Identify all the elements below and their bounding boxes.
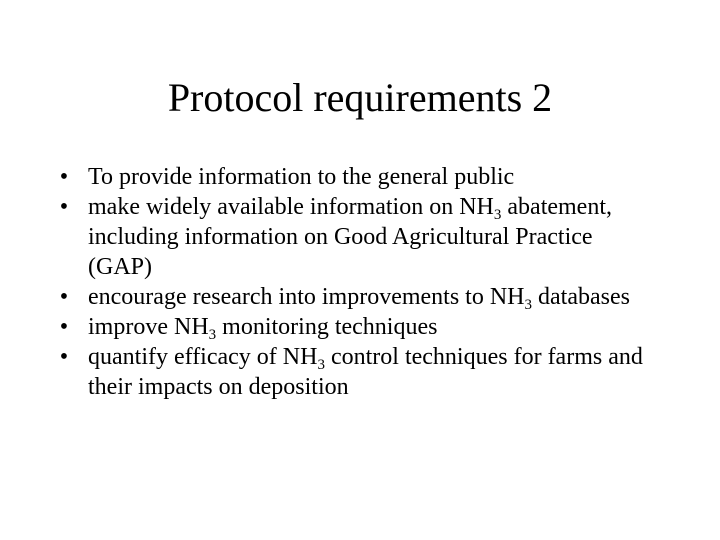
- slide-title: Protocol requirements 2: [167, 75, 553, 120]
- subscript: 3: [208, 327, 217, 343]
- bullet-item: [54, 342, 654, 402]
- bullet-item: [54, 162, 654, 192]
- bullet-text: abatement, including information on Good Agricultural Practice (GAP): [88, 194, 613, 280]
- bullet-icon: •: [59, 194, 69, 220]
- bullet-text: To provide information to the general public: [88, 164, 515, 190]
- bullet-icon: •: [59, 344, 69, 370]
- bullet-item: [54, 192, 654, 282]
- bullet-text: quantify efficacy of NH: [88, 344, 318, 370]
- bullet-text: make widely available information on NH: [88, 194, 494, 220]
- bullet-text: improve NH: [88, 314, 209, 340]
- bullet-text: control techniques for farms and their impacts on deposition: [88, 344, 643, 400]
- bullet-icon: •: [59, 164, 69, 190]
- bullet-item: [54, 282, 654, 312]
- subscript: 3: [493, 207, 502, 223]
- bullet-icon: •: [59, 314, 69, 340]
- bullet-item: [54, 312, 654, 342]
- bullet-list: [54, 162, 654, 402]
- bullet-icon: •: [59, 284, 69, 310]
- subscript: 3: [317, 357, 325, 373]
- subscript: 3: [524, 297, 533, 313]
- bullet-text: monitoring techniques: [216, 314, 438, 340]
- bullet-text: encourage research into improvements to NH: [88, 284, 525, 310]
- bullet-text: databases: [532, 284, 630, 310]
